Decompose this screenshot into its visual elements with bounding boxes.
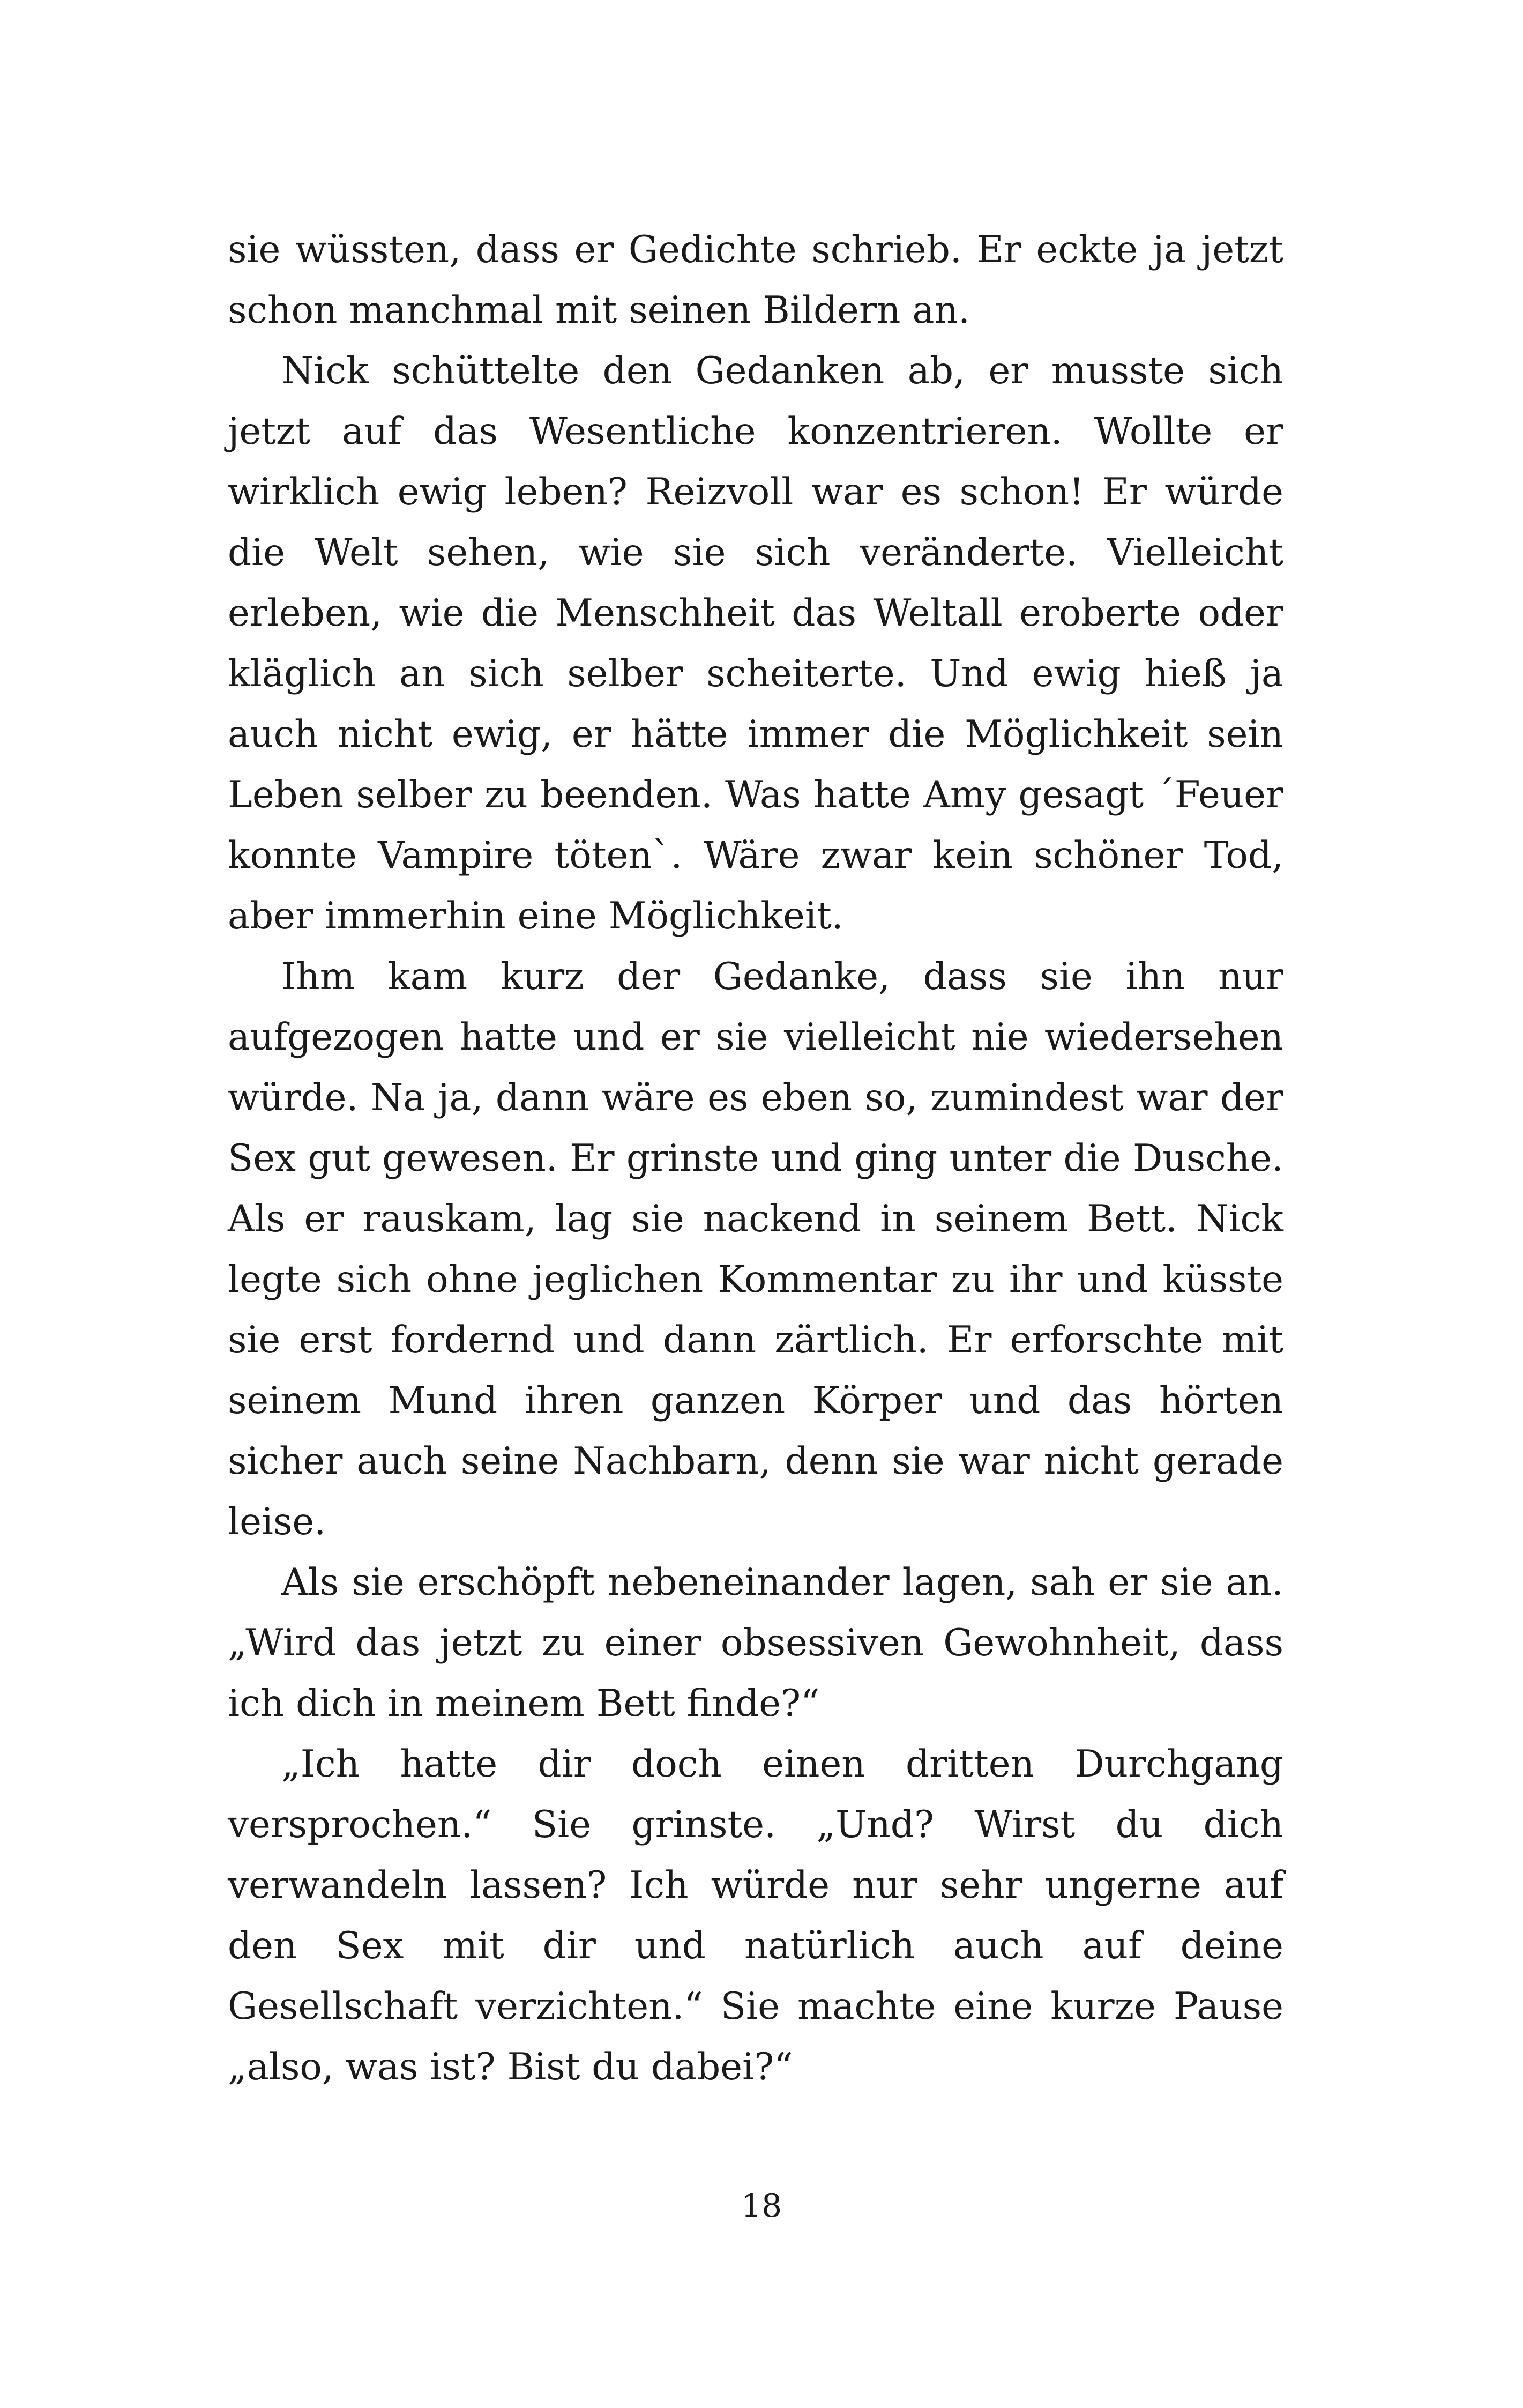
paragraph-5: „Ich hatte dir doch einen dritten Durchgang versprochen.“ Sie grinste. „Und? Wirst du dich verwandeln lassen? Ich würde nur sehr ungerne auf den Sex mit dir und natürlich auch auf deine Gesellschaft verzichten.“ Sie machte eine kurze Pause „also, was ist? Bist du dabei?“ [228, 1743, 1283, 2089]
paragraph-4: Als sie erschöpft nebeneinander lagen, sah er sie an. „Wird das jetzt zu einer obsessiven Gewohnheit, dass ich dich in meinem Bett finde?“ [228, 1561, 1283, 1725]
page-number: 18 [741, 2187, 782, 2225]
paragraph-3: Ihm kam kurz der Gedanke, dass sie ihn nur aufgezogen hatte und er sie vielleicht nie wiedersehen würde. Na ja, dann wäre es eben so, zumindest war der Sex gut gewesen. Er grinste und ging unter die Dusche. Als er rauskam, lag sie nackend in seinem Bett. Nick legte sich ohne jeglichen Kommentar zu ihr und küsste sie erst fordernd und dann zärtlich. Er erforschte mit seinem Mund ihren ganzen Körper und das hörten sicher auch seine Nachbarn, denn sie war nicht gerade leise. [228, 955, 1283, 1543]
paragraph-1: sie wüssten, dass er Gedichte schrieb. Er eckte ja jetzt schon manchmal mit seinen Bildern an. [228, 228, 1283, 332]
paragraph-2: Nick schüttelte den Gedanken ab, er musste sich jetzt auf das Wesentliche konzentrieren. Wollte er wirklich ewig leben? Reizvoll war es schon! Er würde die Welt sehen, wie sie sich veränderte. Vielleicht erleben, wie die Menschheit das Weltall eroberte oder kläglich an sich selber scheiterte. Und ewig hieß ja auch nicht ewig, er hätte immer die Möglichkeit sein Leben selber zu beenden. Was hatte Amy gesagt ´Feuer konnte Vampire töten`. Wäre zwar kein schöner Tod, aber immerhin eine Möglichkeit. [228, 350, 1283, 938]
body-text [228, 220, 1283, 2098]
